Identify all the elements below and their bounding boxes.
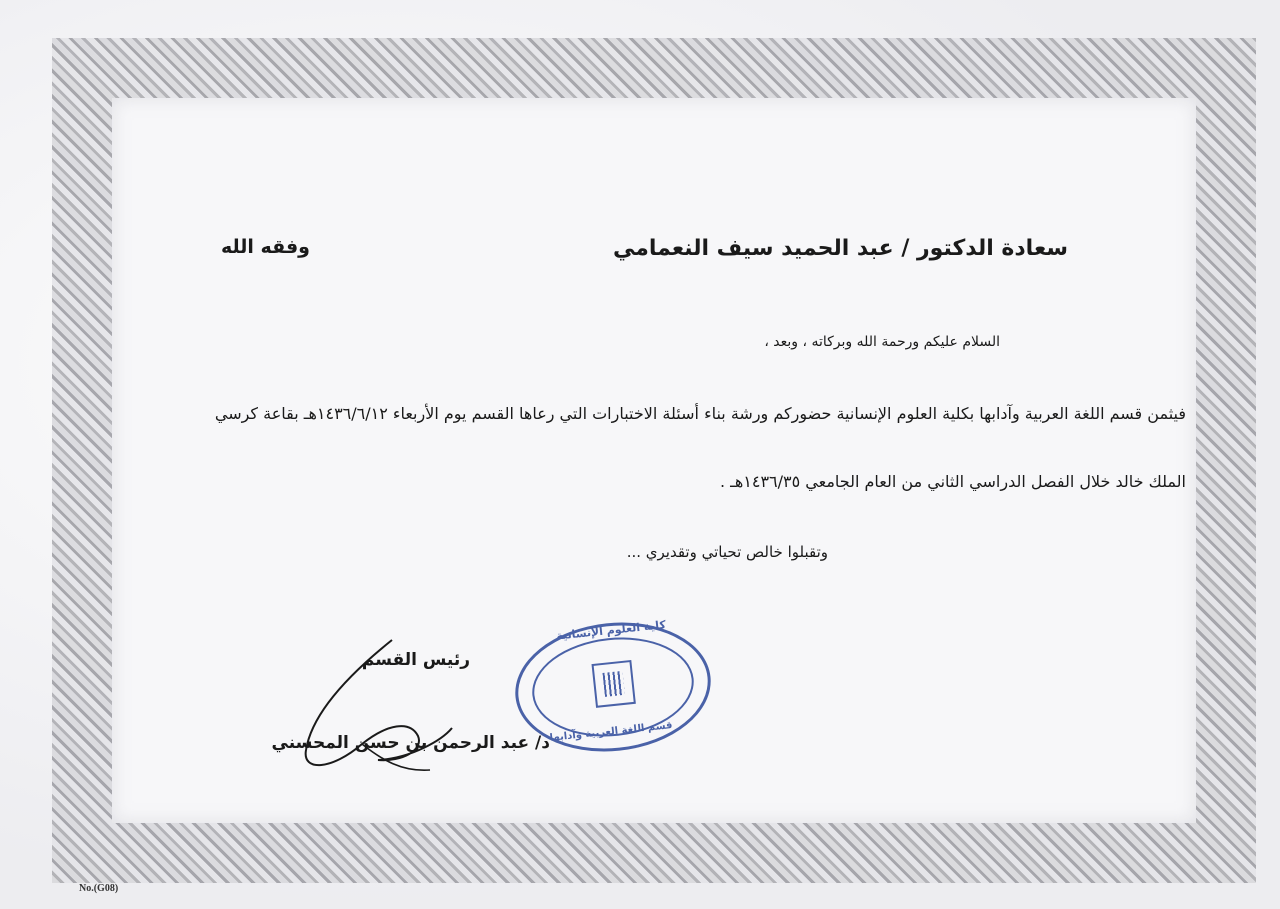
closing-text: وتقبلوا خالص تحياتي وتقديري ... (626, 543, 828, 561)
stamp-top-text: كلية العلوم الإنسانية (555, 618, 667, 643)
stamp-bottom-text: قسم اللغة العربية وآدابها (549, 720, 673, 744)
greeting-text: السلام عليكم ورحمة الله وبركاته ، وبعد ، (764, 334, 1000, 350)
signatory-role: رئيس القسم (361, 650, 470, 670)
addressee-name: عبد الحميد سيف النعمامي (612, 236, 894, 261)
handwritten-signature (292, 632, 462, 782)
signatory-name: د/ عبد الرحمن بن حسن المحسني (271, 733, 550, 753)
blessing-text: وفقه الله (221, 236, 310, 258)
addressee-title: سعادة الدكتور / (901, 236, 1068, 261)
stamp-emblem-icon (591, 660, 635, 708)
body-line-2: الملك خالد خلال الفصل الدراسي الثاني من العام الجامعي ١٤٣٦/٣٥هـ . (719, 472, 1186, 491)
addressee-line (613, 236, 1068, 261)
form-number: No.(G08) (79, 883, 119, 894)
body-line-1: فيثمن قسم اللغة العربية وآدابها بكلية العلوم الإنسانية حضوركم ورشة بناء أسئلة الاختبارات التي رعاها القسم يوم الأربعاء ١٤٣٦/٦/١٢هـ بقاعة كرسي (214, 404, 1186, 423)
